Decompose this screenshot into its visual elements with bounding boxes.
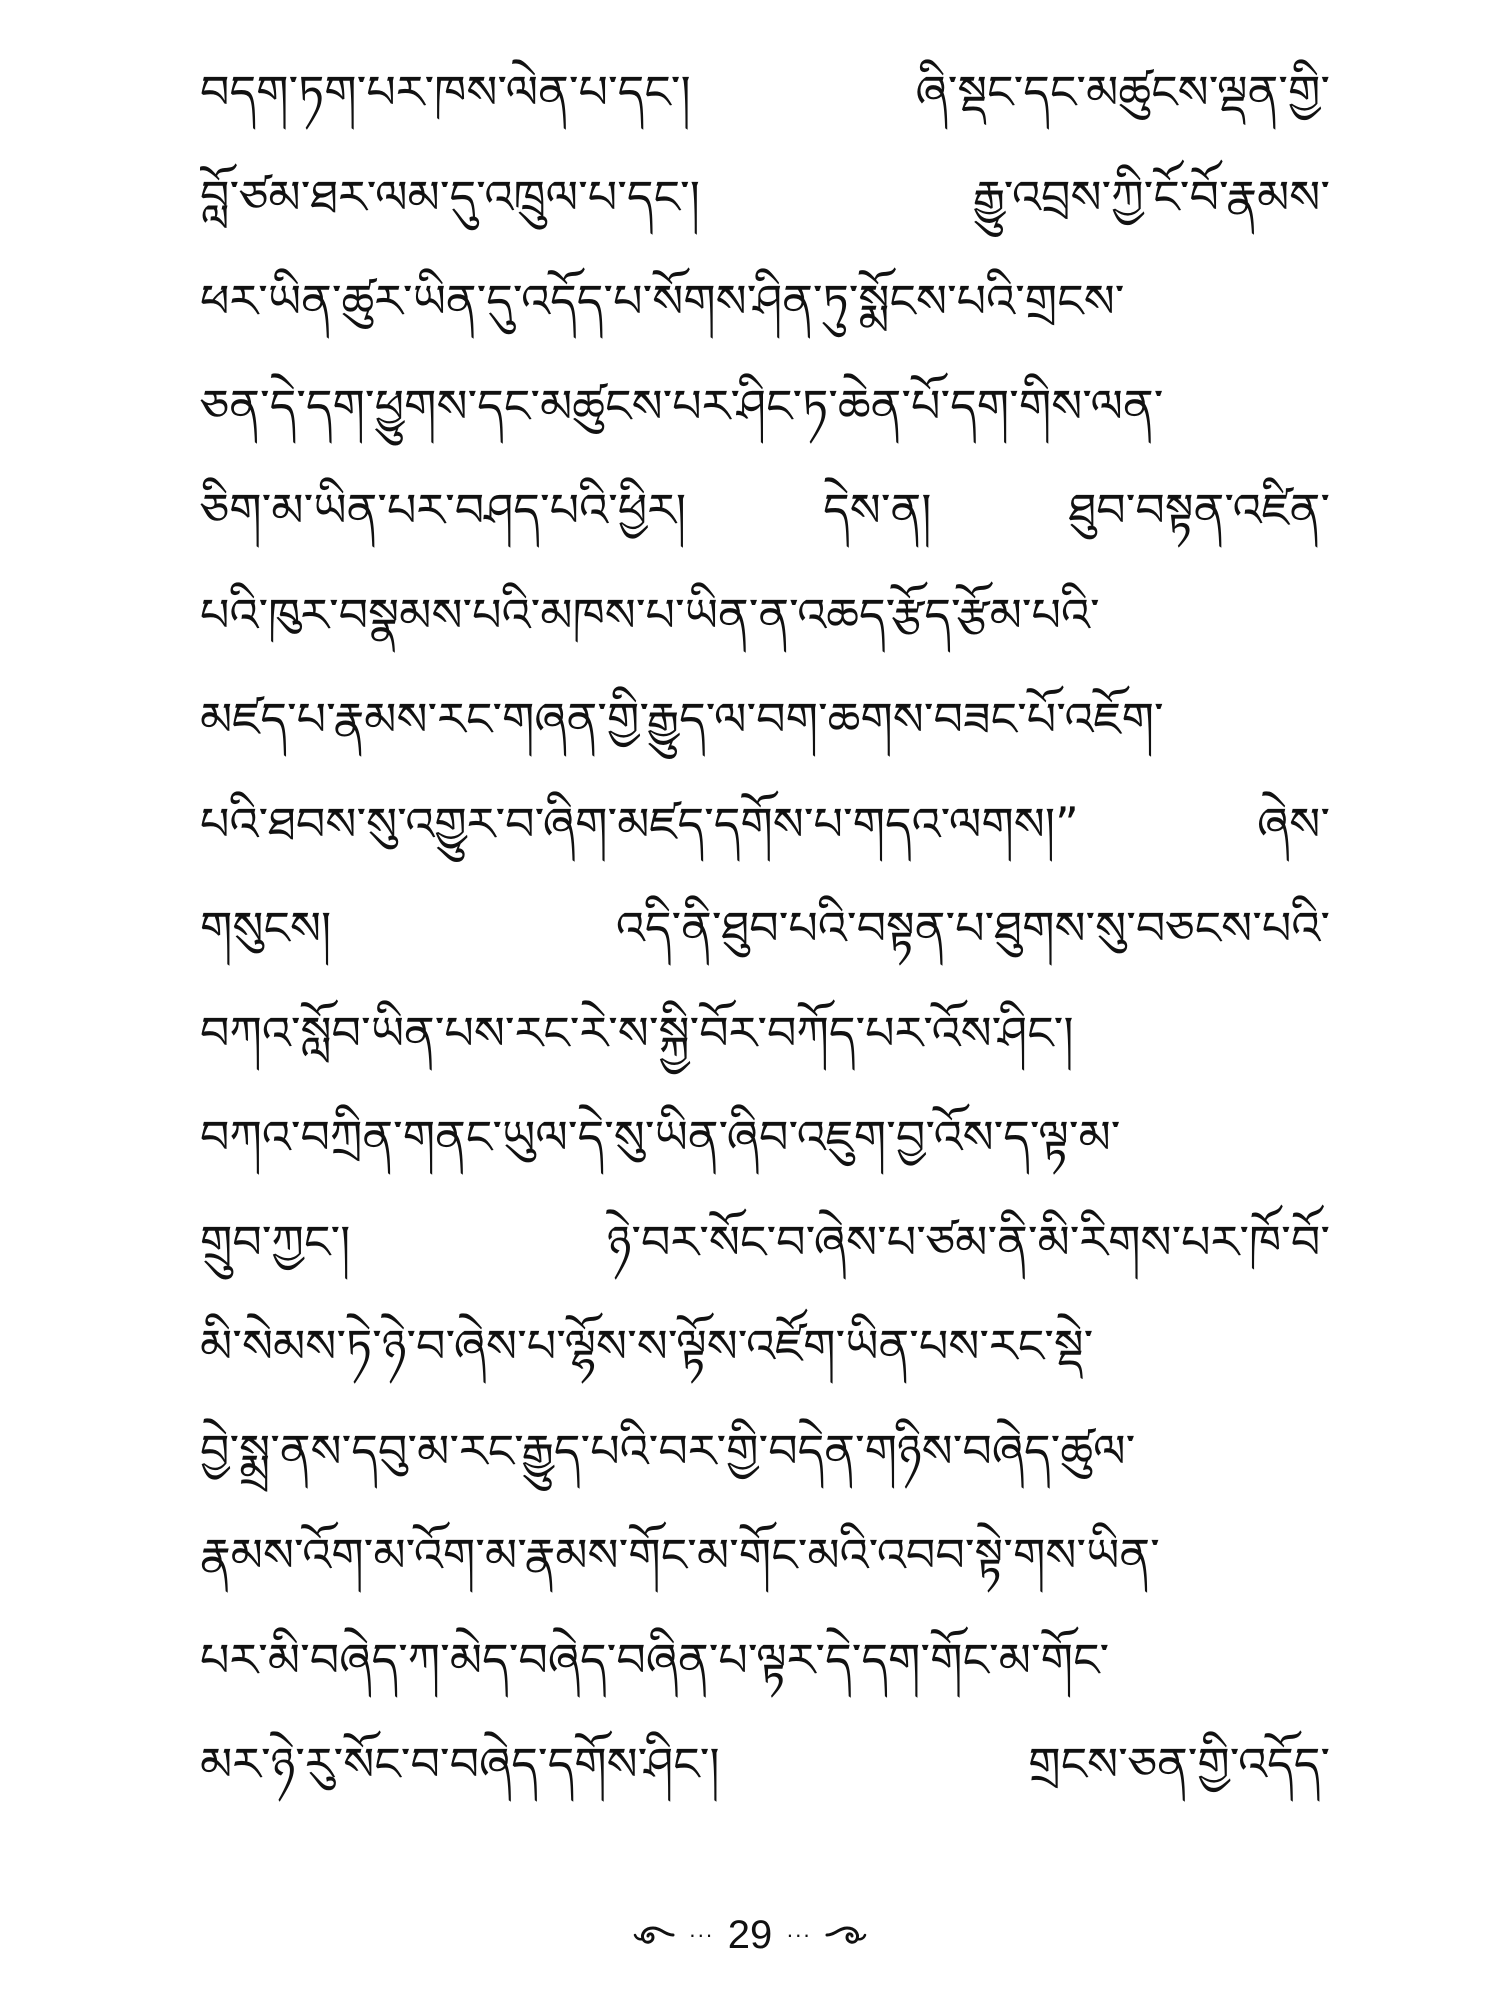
text-line: པའི་ཐབས་སུ་འགྱུར་བ་ཞིག་མཛད་དགོས་པ་གདའ་ལགས།” ཞེས་	[200, 796, 1330, 851]
swirl-ornament-right-icon	[825, 1922, 867, 1948]
text-line: བྱེ་སྨྲ་ནས་དབུ་མ་རང་རྒྱུད་པའི་བར་གྱི་བདེན་གཉིས་བཞེད་ཚུལ་	[200, 1423, 1136, 1478]
text-line: བདག་ཏག་པར་ཁས་ལེན་པ་དང་། ཞི་སྡང་དང་མཚུངས་ལྡན་གྱི་	[200, 65, 1330, 119]
text-line: བློ་ཙམ་ཐར་ལམ་དུ་འཁྲུལ་པ་དང་། རྒྱུ་འབྲས་ཀྱི་ངོ་བོ་རྣམས་	[200, 169, 1330, 224]
page-number: 29	[727, 1912, 773, 1957]
text-line: མར་ཉེ་རུ་སོང་བ་བཞེད་དགོས་ཤིང་། གྲངས་ཅན་གྱི་འདོད་	[200, 1737, 1330, 1791]
text-line: མི་སེམས་ཏེ་ཉེ་བ་ཞེས་པ་ལྷོས་ས་ལྟོས་འཛོག་ཡིན་པས་རང་སྡེ་	[200, 1319, 1094, 1373]
text-line: གྲུབ་ཀྱང་། ཉེ་བར་སོང་བ་ཞེས་པ་ཙམ་ནི་མི་རིགས་པར་ཁོ་བོ་	[200, 1214, 1330, 1269]
text-line: མཛད་པ་རྣམས་རང་གཞན་གྱི་རྒྱུད་ལ་བག་ཆགས་བཟང་པོ་འཇོག་	[200, 692, 1164, 746]
text-line: ཅིག་མ་ཡིན་པར་བཤད་པའི་ཕྱིར། དེས་ན། ཐུབ་བསྟན་འཛིན་	[200, 483, 1330, 537]
text-line: ཅན་དེ་དག་ཕྱུགས་དང་མཚུངས་པར་ཤིང་ཏ་ཆེན་པོ་དག་གིས་ལན་	[200, 378, 1164, 433]
footer-dots-right: ···	[786, 1922, 812, 1947]
text-line: ཕར་ཡིན་ཚུར་ཡིན་དུ་འདོད་པ་སོགས་ཤིན་ཏུ་སྨོངས་པའི་གྲངས་	[200, 274, 1125, 328]
swirl-ornament-left-icon	[633, 1922, 675, 1948]
footer-dots-left: ···	[688, 1922, 714, 1947]
text-line: བཀའ་སློབ་ཡིན་པས་རང་རེ་ས་སྐྱི་བོར་བཀོད་པར་འོས་ཤིང་།	[200, 1005, 1074, 1060]
text-line: པའི་ཁུར་བསྣམས་པའི་མཁས་པ་ཡིན་ན་འཆད་རྩོད་རྩོམ་པའི་	[200, 587, 1100, 642]
text-line: གསུངས། འདི་ནི་ཐུབ་པའི་བསྟན་པ་ཐུགས་སུ་བཅངས་པའི་	[200, 901, 1330, 955]
text-line: བཀའ་བཀྲིན་གནང་ཡུལ་དེ་སུ་ཡིན་ཞིབ་འཇུག་བྱ་འོས་ད་ལྟ་མ་	[200, 1110, 1121, 1164]
text-line: པར་མི་བཞེད་ཀ་མེད་བཞེད་བཞིན་པ་ལྟར་དེ་དག་གོང་མ་གོང་	[200, 1632, 1110, 1687]
text-line: རྣམས་འོག་མ་འོག་མ་རྣམས་གོང་མ་གོང་མའི་འབབ་སྟེ་གས་ཡིན་	[200, 1528, 1160, 1582]
page-footer	[0, 1905, 1500, 1965]
body-text	[200, 40, 1330, 1817]
